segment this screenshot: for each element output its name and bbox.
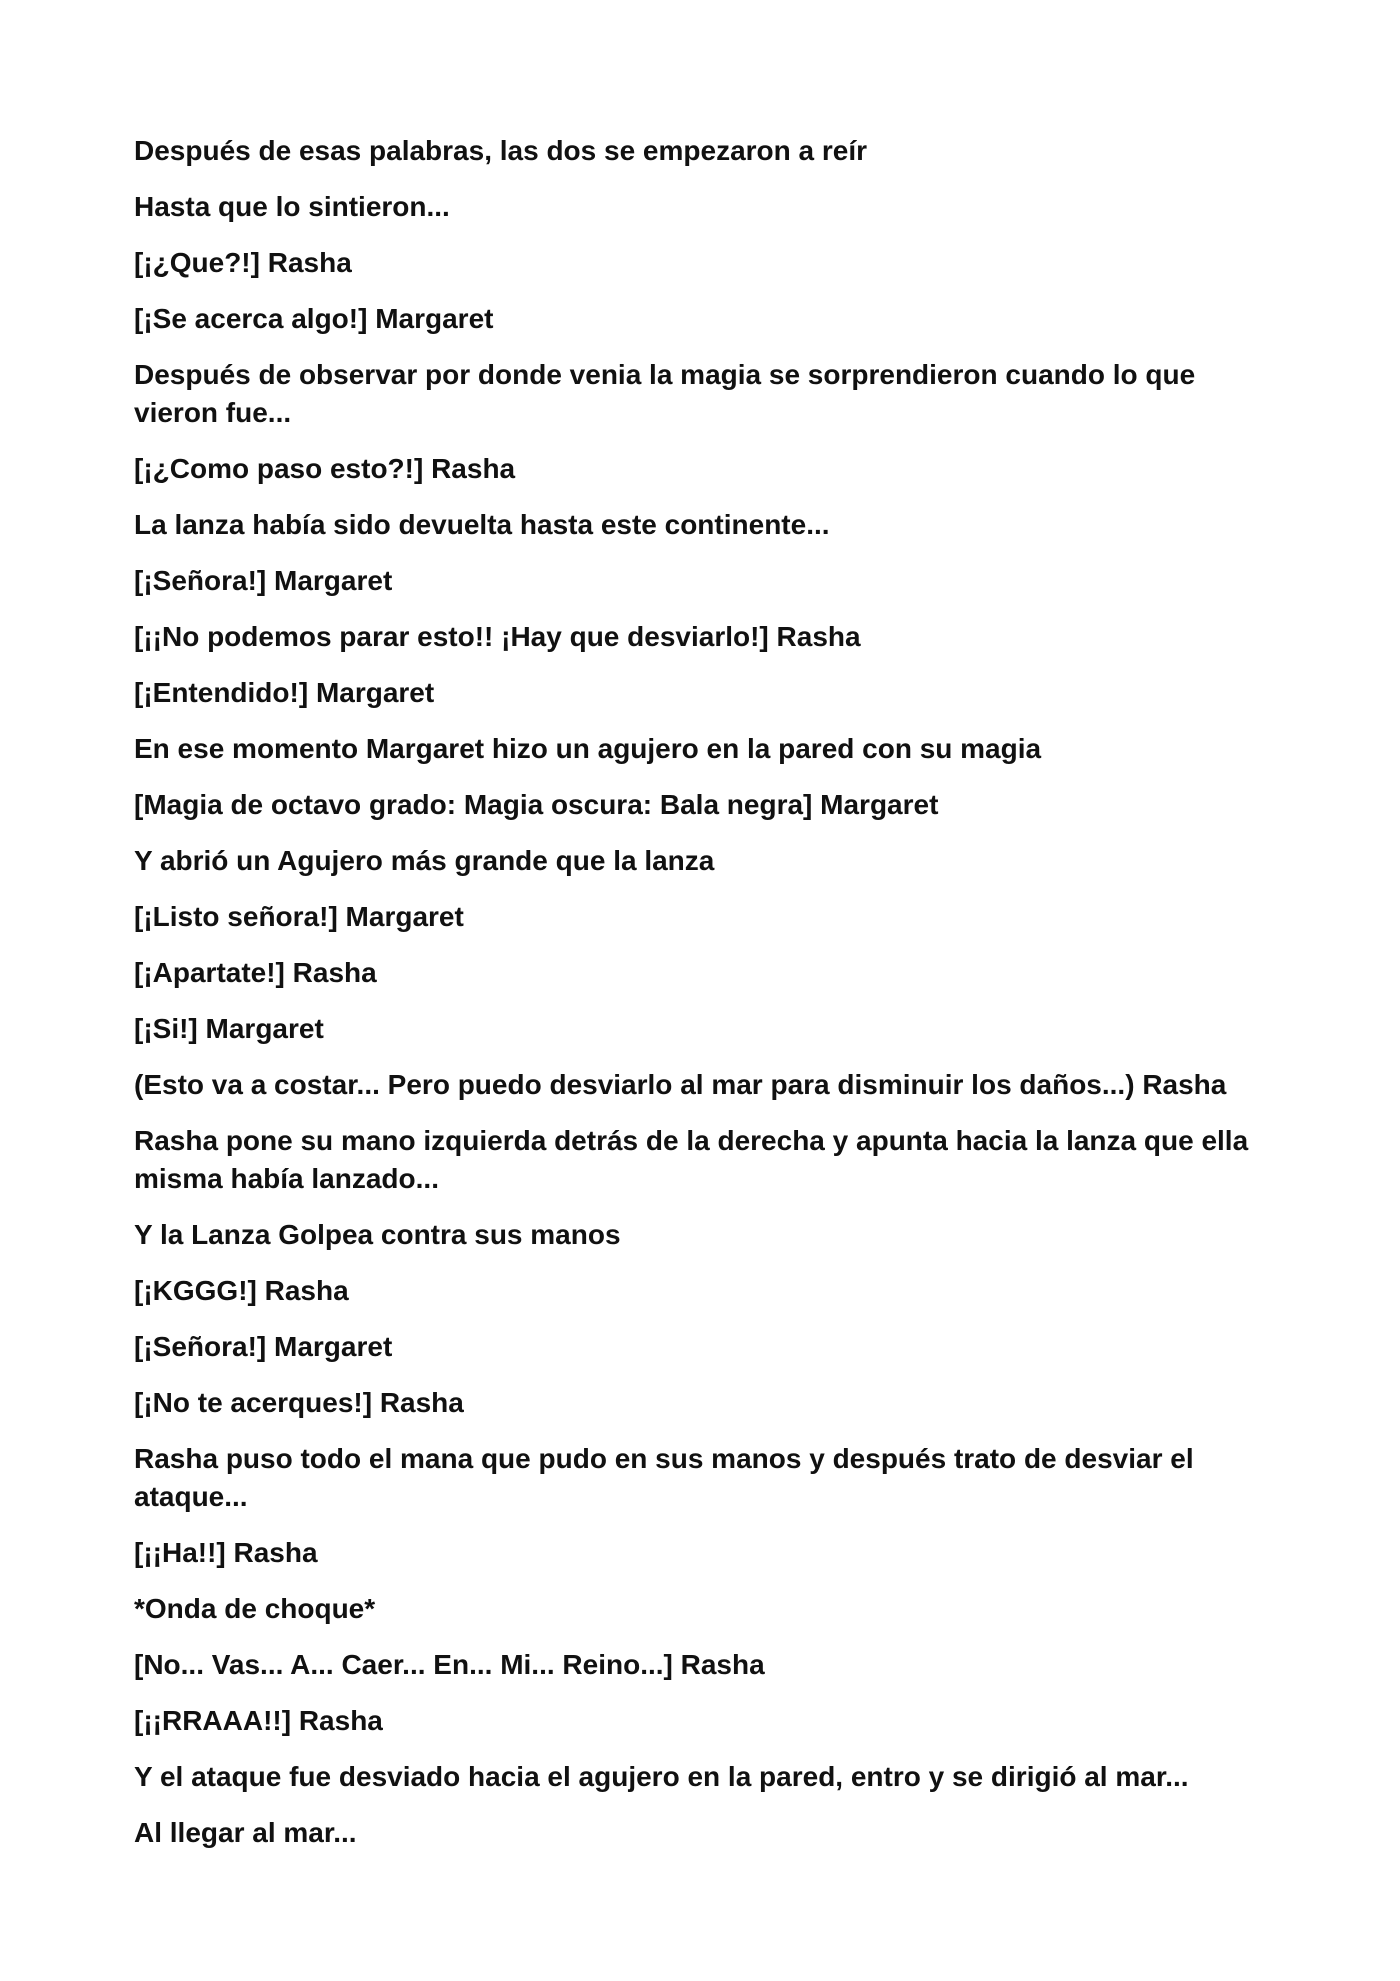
paragraph: [¡Señora!] Margaret xyxy=(134,565,393,596)
paragraph: [Magia de octavo grado: Magia oscura: Bala negra] Margaret xyxy=(134,789,939,820)
paragraph: Al llegar al mar... xyxy=(134,1817,357,1848)
paragraph: Rasha pone su mano izquierda detrás de la derecha y apunta hacia la lanza que ella misma había lanzado... xyxy=(134,1125,1249,1194)
paragraph: [¡¿Que?!] Rasha xyxy=(134,247,352,278)
paragraph: [¡Se acerca algo!] Margaret xyxy=(134,303,494,334)
paragraph: Y el ataque fue desviado hacia el agujero en la pared, entro y se dirigió al mar... xyxy=(134,1761,1189,1792)
paragraph: [¡¡RRAAA!!] Rasha xyxy=(134,1705,383,1736)
paragraph: [¡Señora!] Margaret xyxy=(134,1331,393,1362)
paragraph: [¡Apartate!] Rasha xyxy=(134,957,377,988)
paragraph: En ese momento Margaret hizo un agujero en la pared con su magia xyxy=(134,733,1042,764)
paragraph: Hasta que lo sintieron... xyxy=(134,191,450,222)
paragraph: [¡Listo señora!] Margaret xyxy=(134,901,464,932)
paragraph: [¡Si!] Margaret xyxy=(134,1013,324,1044)
paragraph: [¡¡Ha!!] Rasha xyxy=(134,1537,318,1568)
paragraph: Después de esas palabras, las dos se empezaron a reír xyxy=(134,135,868,166)
document-body xyxy=(134,132,1274,1870)
paragraph: Rasha puso todo el mana que pudo en sus manos y después trato de desviar el ataque... xyxy=(134,1443,1194,1512)
paragraph: [¡Entendido!] Margaret xyxy=(134,677,435,708)
paragraph: La lanza había sido devuelta hasta este continente... xyxy=(134,509,830,540)
paragraph: *Onda de choque* xyxy=(134,1593,376,1624)
paragraph: Después de observar por donde venia la magia se sorprendieron cuando lo que vieron fue... xyxy=(134,359,1196,428)
paragraph: [¡KGGG!] Rasha xyxy=(134,1275,349,1306)
paragraph: [¡No te acerques!] Rasha xyxy=(134,1387,464,1418)
paragraph: [¡¿Como paso esto?!] Rasha xyxy=(134,453,516,484)
paragraph: [¡¡No podemos parar esto!! ¡Hay que desviarlo!] Rasha xyxy=(134,621,861,652)
paragraph: (Esto va a costar... Pero puedo desviarlo al mar para disminuir los daños...) Rasha xyxy=(134,1069,1227,1100)
paragraph: [No... Vas... A... Caer... En... Mi... Reino...] Rasha xyxy=(134,1649,765,1680)
paragraph: Y la Lanza Golpea contra sus manos xyxy=(134,1219,621,1250)
paragraph: Y abrió un Agujero más grande que la lanza xyxy=(134,845,715,876)
